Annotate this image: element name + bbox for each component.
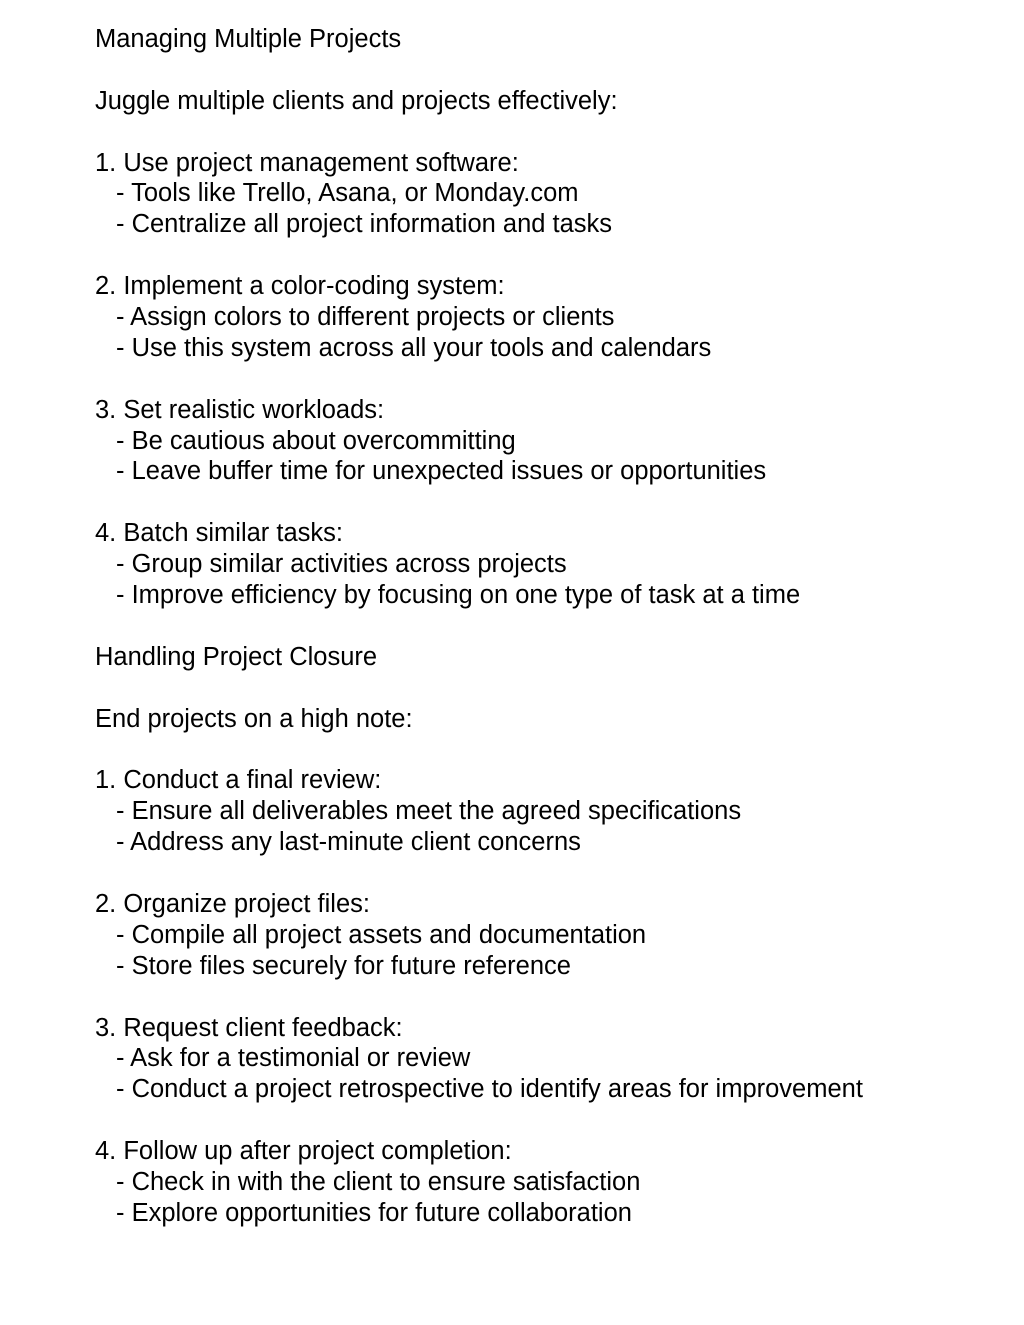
spacer xyxy=(95,982,995,1013)
list-item-title: 3. Set realistic workloads: xyxy=(95,395,385,424)
list-item-bullet: - Tools like Trello, Asana, or Monday.com xyxy=(116,179,579,208)
spacer xyxy=(95,858,995,889)
list-item-title: 4. Follow up after project completion: xyxy=(95,1137,512,1166)
section-intro: Juggle multiple clients and projects effectively: xyxy=(95,86,618,115)
list-item-bullet: - Check in with the client to ensure satisfaction xyxy=(116,1167,641,1196)
document-body xyxy=(95,24,995,1229)
list-item-bullet: - Assign colors to different projects or clients xyxy=(116,303,615,332)
spacer xyxy=(95,611,995,642)
list-item-bullet: - Conduct a project retrospective to identify areas for improvement xyxy=(116,1075,863,1104)
spacer xyxy=(95,734,995,765)
list-item-bullet: - Explore opportunities for future collaboration xyxy=(116,1198,632,1227)
spacer xyxy=(95,240,995,271)
list-item-title: 3. Request client feedback: xyxy=(95,1013,403,1042)
spacer xyxy=(95,487,995,518)
list-item-title: 4. Batch similar tasks: xyxy=(95,519,343,548)
list-item-bullet: - Leave buffer time for unexpected issues or opportunities xyxy=(116,457,767,486)
spacer xyxy=(95,117,995,148)
list-item-bullet: - Address any last-minute client concerns xyxy=(116,828,581,857)
list-item-bullet: - Ensure all deliverables meet the agreed specifications xyxy=(116,797,742,826)
section-heading: Managing Multiple Projects xyxy=(95,25,402,53)
list-item-bullet: - Compile all project assets and documentation xyxy=(116,920,647,949)
list-item-title: 2. Organize project files: xyxy=(95,889,370,918)
list-item-title: 2. Implement a color-coding system: xyxy=(95,272,505,301)
list-item-title: 1. Conduct a final review: xyxy=(95,766,382,795)
list-item-bullet: - Improve efficiency by focusing on one type of task at a time xyxy=(116,581,801,610)
list-item-bullet: - Group similar activities across projects xyxy=(116,550,567,579)
list-item-bullet: - Store files securely for future reference xyxy=(116,951,571,980)
list-item-title: 1. Use project management software: xyxy=(95,148,519,177)
section-heading: Handling Project Closure xyxy=(95,642,378,671)
list-item-bullet: - Ask for a testimonial or review xyxy=(116,1044,471,1073)
spacer xyxy=(95,673,995,704)
spacer xyxy=(95,1105,995,1136)
spacer xyxy=(95,55,995,86)
list-item-bullet: - Centralize all project information and tasks xyxy=(116,210,613,239)
list-item-bullet: - Be cautious about overcommitting xyxy=(116,426,516,455)
section-intro: End projects on a high note: xyxy=(95,704,413,733)
spacer xyxy=(95,364,995,395)
list-item-bullet: - Use this system across all your tools and calendars xyxy=(116,333,712,362)
